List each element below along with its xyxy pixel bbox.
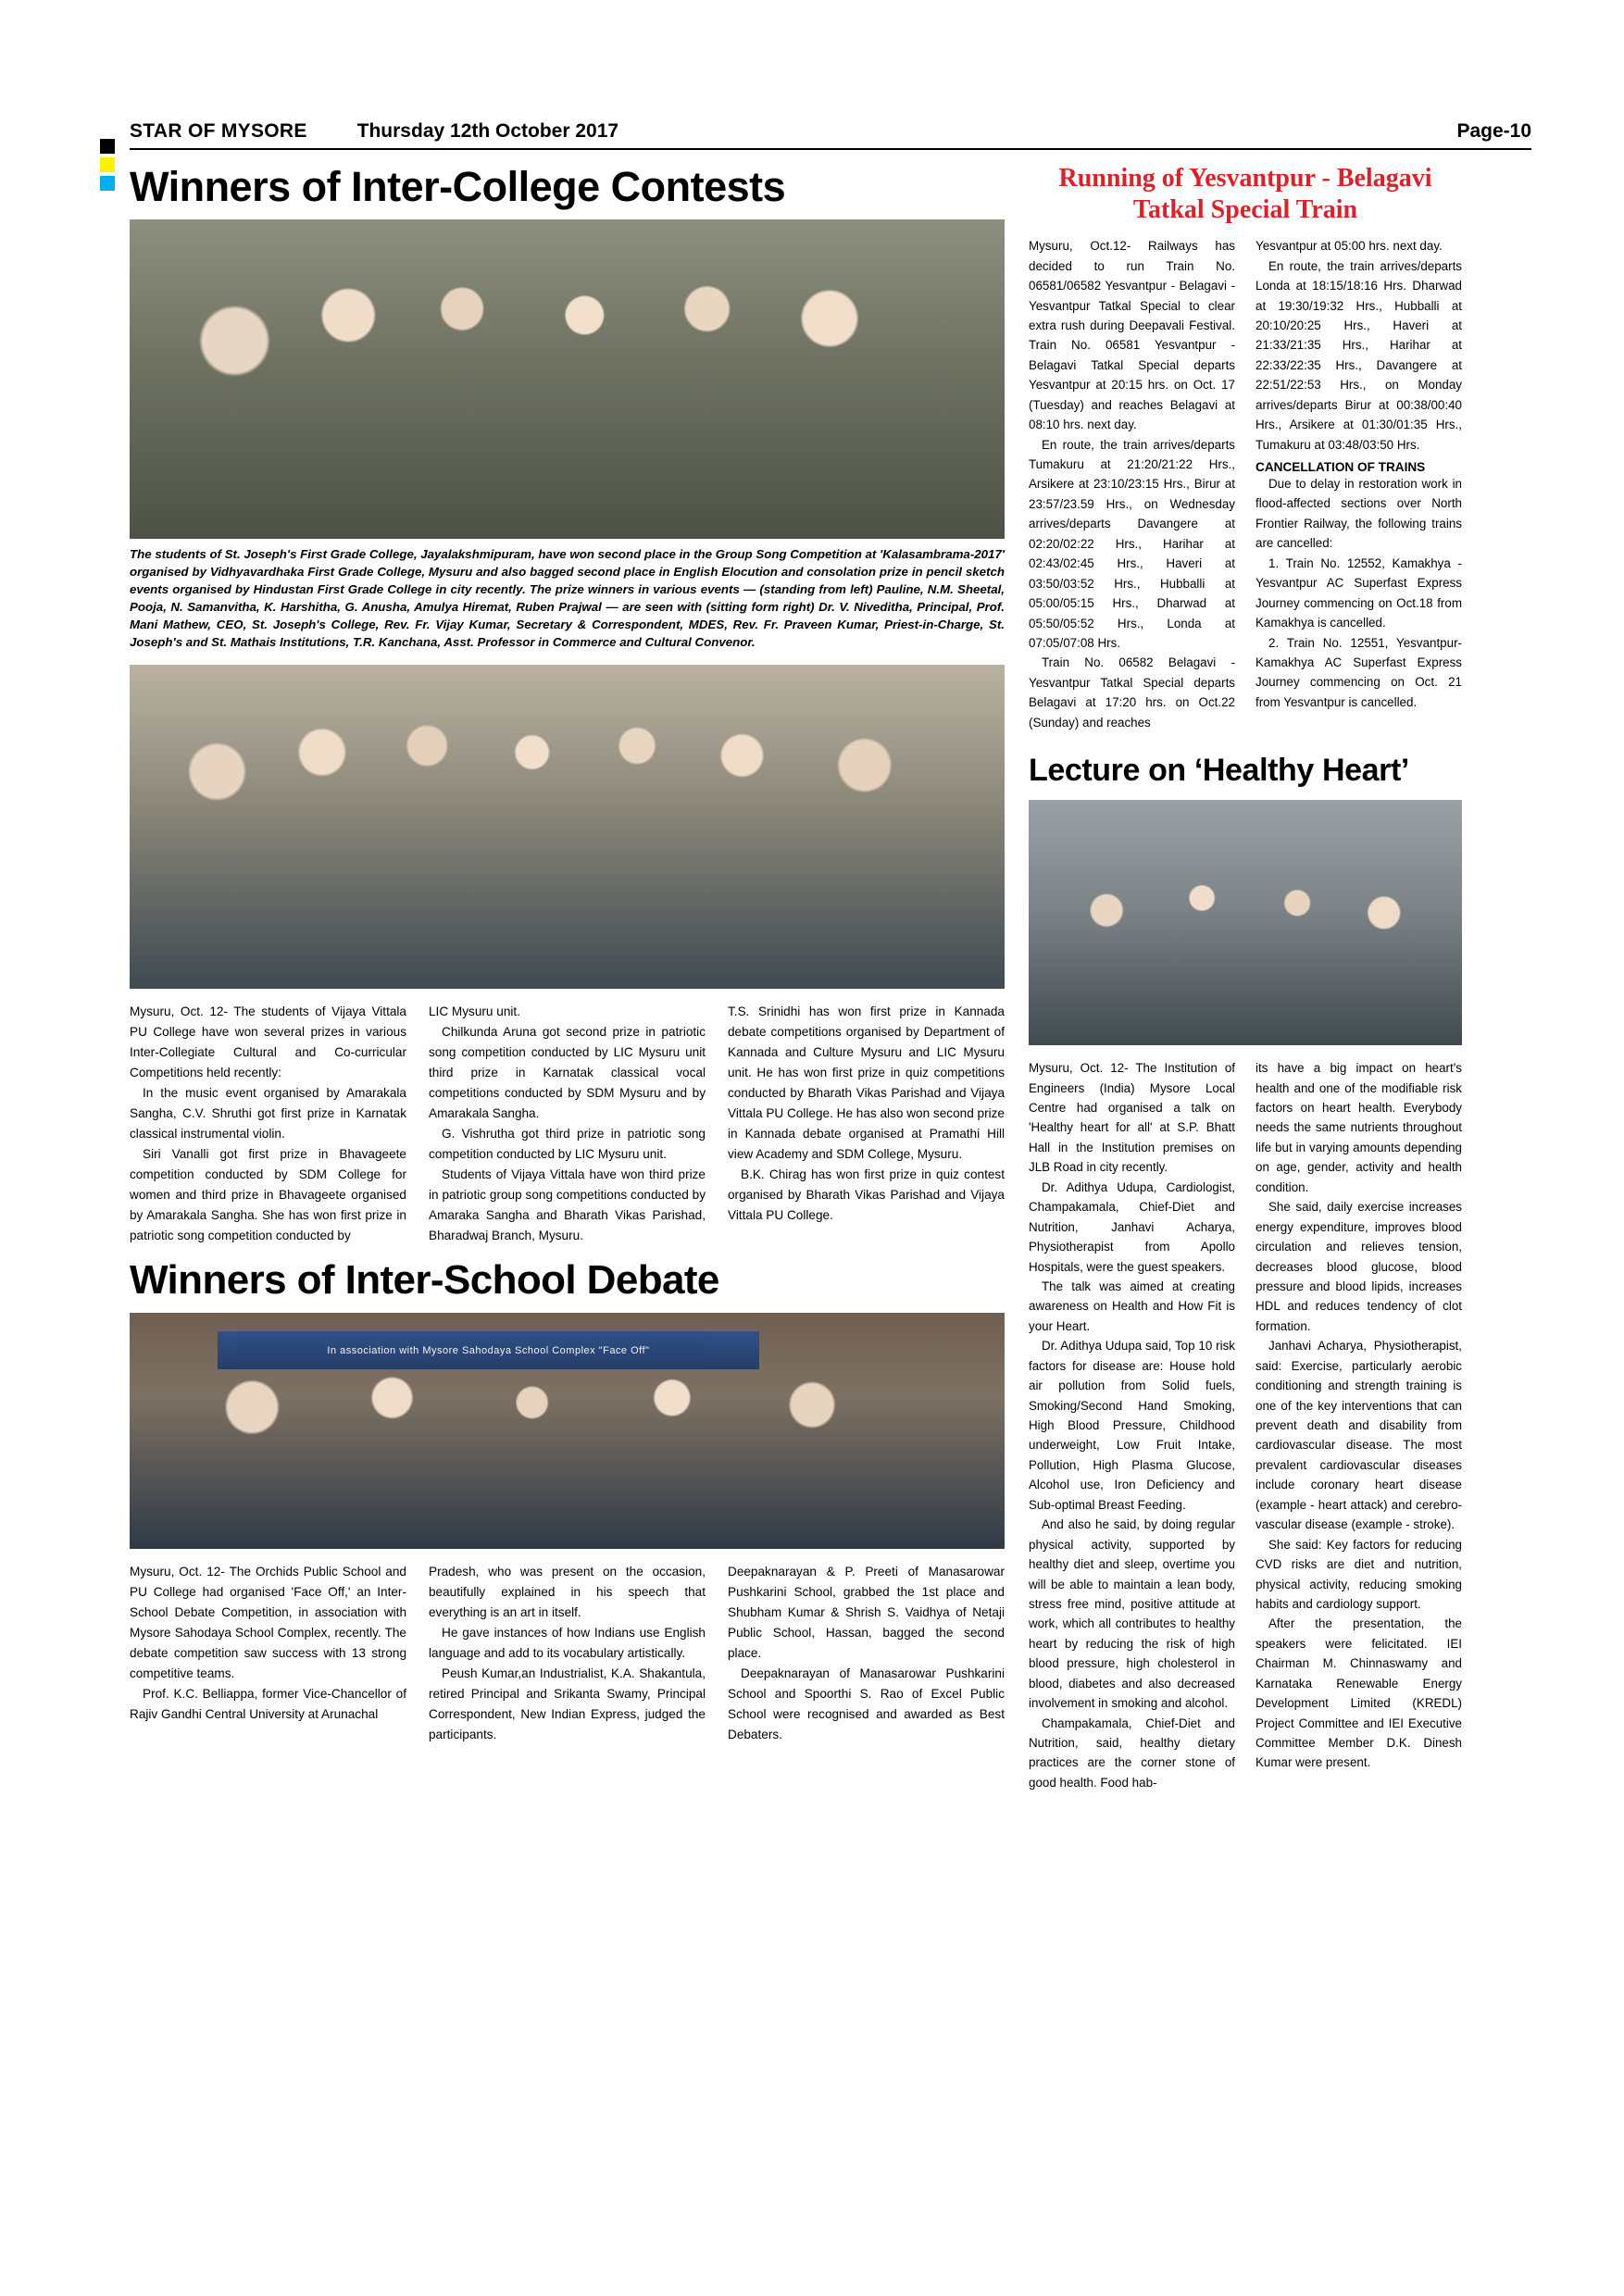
masthead [130,120,1531,150]
paragraph: En route, the train arrives/departs Tumakuru at 21:20/21:22 Hrs., Arsikere at 23:10/23:15 Hrs., Birur at 23:57/23.59 Hrs., on Wednesday arrives/departs Davangere at 02:20/02:22 Hrs., Harihar at 02:43/02:45 Hrs., Haveri at 03:50/03:52 Hrs., Hubballi at 05:00/05:15 Hrs., Dharwad at 05:50/05:52 Hrs., Londa at 07:05/07:08 Hrs. [1029,437,1235,650]
paragraph: Prof. K.C. Belliappa, former Vice-Chancellor of Rajiv Gandhi Central University at Arunachal [130,1686,406,1721]
stage-banner-text: In association with Mysore Sahodaya School Complex "Face Off" [218,1331,760,1369]
paragraph: Champakamala, Chief-Diet and Nutrition, said, healthy dietary practices are the corner stone of good health. Food hab- [1029,1716,1235,1790]
article-column-2 [429,1002,706,1246]
paragraph: its have a big impact on heart's health and one of the modifiable risk factors on heart health. Everybody needs the same nutrients throughout life but in varying amounts depending on age, gender, activity and health condition. [1255,1061,1462,1194]
photo-vijaya-vittala-winners [130,665,1005,989]
paragraph: Mysuru, Oct.12- Railways has decided to run Train No. 06581/06582 Yesvantpur - Belagavi - Yesvantpur Tatkal Special to clear extra rush during Deepavali Festival. Train No. 06581 Yesvantpur - Belagavi Tatkal Special departs Yesvantpur at 20:15 hrs. on Oct. 17 (Tuesday) and reaches Belagavi at 08:10 hrs. next day. [1029,239,1235,432]
paragraph: Deepaknarayan & P. Preeti of Manasarowar Pushkarini School, grabbed the 1st place and Shubham Kumar & Shrish S. Vaidhya of Netaji Public School, Hassan, bagged the second place. [728,1564,1005,1660]
photo-caption-id [130,529,1005,539]
paragraph: Train No. 06582 Belagavi - Yesvantpur Tatkal Special departs Belagavi at 17:20 hrs. on Oct.22 (Sunday) and reaches [1029,655,1235,730]
article-column-2 [1255,236,1462,732]
paragraph: B.K. Chirag has won first prize in quiz contest organised by Bharath Vikas Parishad and Vijaya Vittala PU College. [728,1167,1005,1222]
paragraph: Janhavi Acharya, Physiotherapist, said: Exercise, particularly aerobic conditioning and strength training is one of the key interventions that can prevent death and disability from cardiovascular disease. The most prevalent cardiovascular diseases include coronary heart disease (example - heart attack) and cerebro-vascular disease (example - stroke). [1255,1339,1462,1532]
left-column [130,159,1005,1792]
article-healthy-heart [1029,1058,1462,1792]
paragraph: Due to delay in restoration work in flood-affected sections over North Frontier Railway, the following trains are cancelled: [1255,477,1462,551]
paragraph: Mysuru, Oct. 12- The Orchids Public School and PU College had organised 'Face Off,' an Inter-School Debate Competition, in association with Mysore Sahodaya School Complex, recently. The debate competition saw success with 13 strong competitive teams. [130,1564,406,1680]
article-column-3 [728,1002,1005,1246]
paragraph: Mysuru, Oct. 12- The Institution of Engineers (India) Mysore Local Centre had organised a talk on 'Healthy heart for all' at S.P. Bhatt Hall in the Institution premises on JLB Road in city recently. [1029,1061,1235,1175]
article-column-1 [1029,1058,1235,1792]
subheading-cancellation-of-trains: CANCELLATION OF TRAINS [1255,460,1426,474]
page-title-inter-college: Winners of Inter-College Contests [130,163,786,210]
photo-caption-id [130,979,1005,989]
paragraph: She said, daily exercise increases energy expenditure, improves blood circulation and relieves tension, decreases blood glucose, blood pressure and blood lipids, increases HDL and reduces tendency of clot formation. [1255,1200,1462,1333]
article-train [1029,236,1462,732]
article-vijaya-vittala [130,1002,1005,1246]
article-column-3 [728,1562,1005,1745]
page-body [130,159,1531,1792]
article-column-1 [130,1562,406,1745]
article-column-1 [1029,236,1235,732]
paragraph: Yesvantpur at 05:00 hrs. next day. [1255,239,1443,254]
paragraph: Dr. Adithya Udupa, Cardiologist, Champakamala, Chief-Diet and Nutrition, Janhavi Acharya, Physiotherapist from Apollo Hospitals, were the guest speakers. [1029,1179,1235,1274]
paragraph: Peush Kumar,an Industrialist, K.A. Shakantula, retired Principal and Srikanta Swamy, Principal Correspondent, New Indian Express, judged the participants. [429,1666,706,1741]
paragraph: Mysuru, Oct. 12- The students of Vijaya Vittala PU College have won several prizes in various Inter-Collegiate Cultural and Co-curricular Competitions held recently: [130,1004,406,1079]
paragraph: Chilkunda Aruna got second prize in patriotic song competition conducted by LIC Mysuru unit third prize in Karnatak classical vocal competitions conducted by SDM Mysuru and by Amarakala Sangha. [429,1024,706,1120]
paragraph: LIC Mysuru unit. [429,1004,520,1018]
photo-inter-college-winners [130,219,1005,539]
page-number: Page-10 [1456,120,1531,142]
article-column-2 [1255,1058,1462,1792]
paragraph: The talk was aimed at creating awareness on Health and How Fit is your Heart. [1029,1279,1235,1333]
paragraph: And also he said, by doing regular physical activity, supported by healthy diet and sleep, overtime you will be able to maintain a lean body, stress free mind, positive attitude at work, which all contributes to healthy heart by reducing the risk of high blood pressure, high cholesterol in blood, diabetes and also decreased involvement in smoking and alcohol. [1029,1517,1235,1711]
paragraph: Deepaknarayan of Manasarowar Pushkarini School and Spoorthi S. Rao of Excel Public School were recognised and awarded as Best Debaters. [728,1666,1005,1741]
paragraph: 2. Train No. 12551, Yesvantpur- Kamakhya AC Superfast Express Journey commencing on Oct. 21 from Yesvantpur is cancelled. [1255,635,1462,709]
photo-caption-id [130,1539,1005,1549]
right-column [1029,159,1462,1792]
paragraph: 1. Train No. 12552, Kamakhya - Yesvantpur AC Superfast Express Journey commencing on Oct.18 from Kamakhya is cancelled. [1255,555,1462,630]
page-title-train: Running of Yesvantpur - Belagavi Tatkal Special Train [1058,164,1432,224]
paragraph: Students of Vijaya Vittala have won third prize in patriotic group song competitions conducted by Amaraka Sangha and Bharath Vikas Parishad, Bharadwaj Branch, Mysuru. [429,1167,706,1242]
paragraph: He gave instances of how Indians use English language and add to its vocabulary artistically. [429,1625,706,1660]
photo-caption-inter-college: The students of St. Joseph's First Grade College, Jayalakshmipuram, have won second place in the Group Song Competition at 'Kalasambrama-2017' organised by Vidhyavardhaka First Grade College, Mysuru and also bagged second place in English Elocution and consolation prize in pencil sketch events organised by Hindustan First Grade College in city recently. The prize winners in various events — (standing from left) Pauline, N.M. Sheetal, Pooja, N. Samanvitha, K. Harshitha, G. Anusha, Amulya Hiremat, Ruben Prajwal — are seen with (sitting form right) Dr. V. Niveditha, Principal, Prof. Mani Mathew, CEO, St. Joseph's College, Rev. Fr. Vijay Kumar, Secretary & Correspondent, MDES, Rev. Fr. Praveen Kumar, Priest-in-Charge, St. Joseph's and St. Mathais Institutions, T.R. Kanchana, Asst. Professor in Commerce and Cultural Convenor. [130,547,1005,649]
paragraph: Dr. Adithya Udupa said, Top 10 risk factors for disease are: House hold air pollution from Solid fuels, Smoking/Second Hand Smoking, High Blood Pressure, Childhood underweight, Low Fruit Intake, Pollution, High Plasma Glucose, Alcohol use, Iron Deficiency and Sub-optimal Breast Feeding. [1029,1339,1235,1512]
paragraph: In the music event organised by Amarakala Sangha, C.V. Shruthi got first prize in Karnatak classical instrumental violin. [130,1085,406,1141]
photo-caption-id [1029,1035,1462,1045]
paragraph: Siri Vanalli got first prize in Bhavageete competition conducted by SDM College for women and third prize in Bhavageete organised by Amarakala Sangha. She has won first prize in patriotic song competition conducted by [130,1146,406,1242]
article-inter-school-debate [130,1562,1005,1745]
photo-healthy-heart-lecture [1029,800,1462,1045]
page-title-healthy-heart: Lecture on ‘Healthy Heart’ [1029,753,1409,789]
article-column-2 [429,1562,706,1745]
paragraph: T.S. Srinidhi has won first prize in Kannada debate competitions organised by Department of Kannada and Culture Mysuru and LIC Mysuru unit. He has won first prize in quiz competitions conducted by Bharath Vikas Parishad and Vijaya Vittala PU College. He has also won second prize in Kannada debate organised at Pramathi Hill view Academy and SDM College, Mysuru. [728,1004,1005,1161]
paragraph: Pradesh, who was present on the occasion, beautifully explained in his speech that everything is an art in itself. [429,1564,706,1619]
page-title-inter-school-debate: Winners of Inter-School Debate [130,1256,719,1303]
paragraph: She said: Key factors for reducing CVD risks are diet and nutrition, physical activity, reducing smoking habits and cardiology support. [1255,1537,1462,1611]
paragraph: G. Vishrutha got third prize in patriotic song competition conducted by LIC Mysuru unit. [429,1126,706,1161]
photo-inter-school-debate [130,1313,1005,1549]
paragraph: After the presentation, the speakers were felicitated. IEI Chairman M. Chinnaswamy and Karnataka Renewable Energy Development Limited (KREDL) Project Committee and IEI Executive Committee Member D.K. Dinesh Kumar were present. [1255,1616,1462,1770]
article-column-1 [130,1002,406,1246]
publication-title: STAR OF MYSORE [130,120,307,142]
issue-date: Thursday 12th October 2017 [356,120,619,142]
paragraph: En route, the train arrives/departs Londa at 18:15/18:16 Hrs. Dharwad at 19:30/19:32 Hrs., Hubballi at 20:10/20:25 Hrs., Haveri at 21:33/21:35 Hrs., Harihar at 22:33/22:35 Hrs., Davangere at 22:51/22:53 Hrs., on Monday arrives/departs Birur at 00:38/00:40 Hrs., Arsikere at 01:30/01:35 Hrs., Tumakuru at 03:48/03:50 Hrs. [1255,258,1462,452]
